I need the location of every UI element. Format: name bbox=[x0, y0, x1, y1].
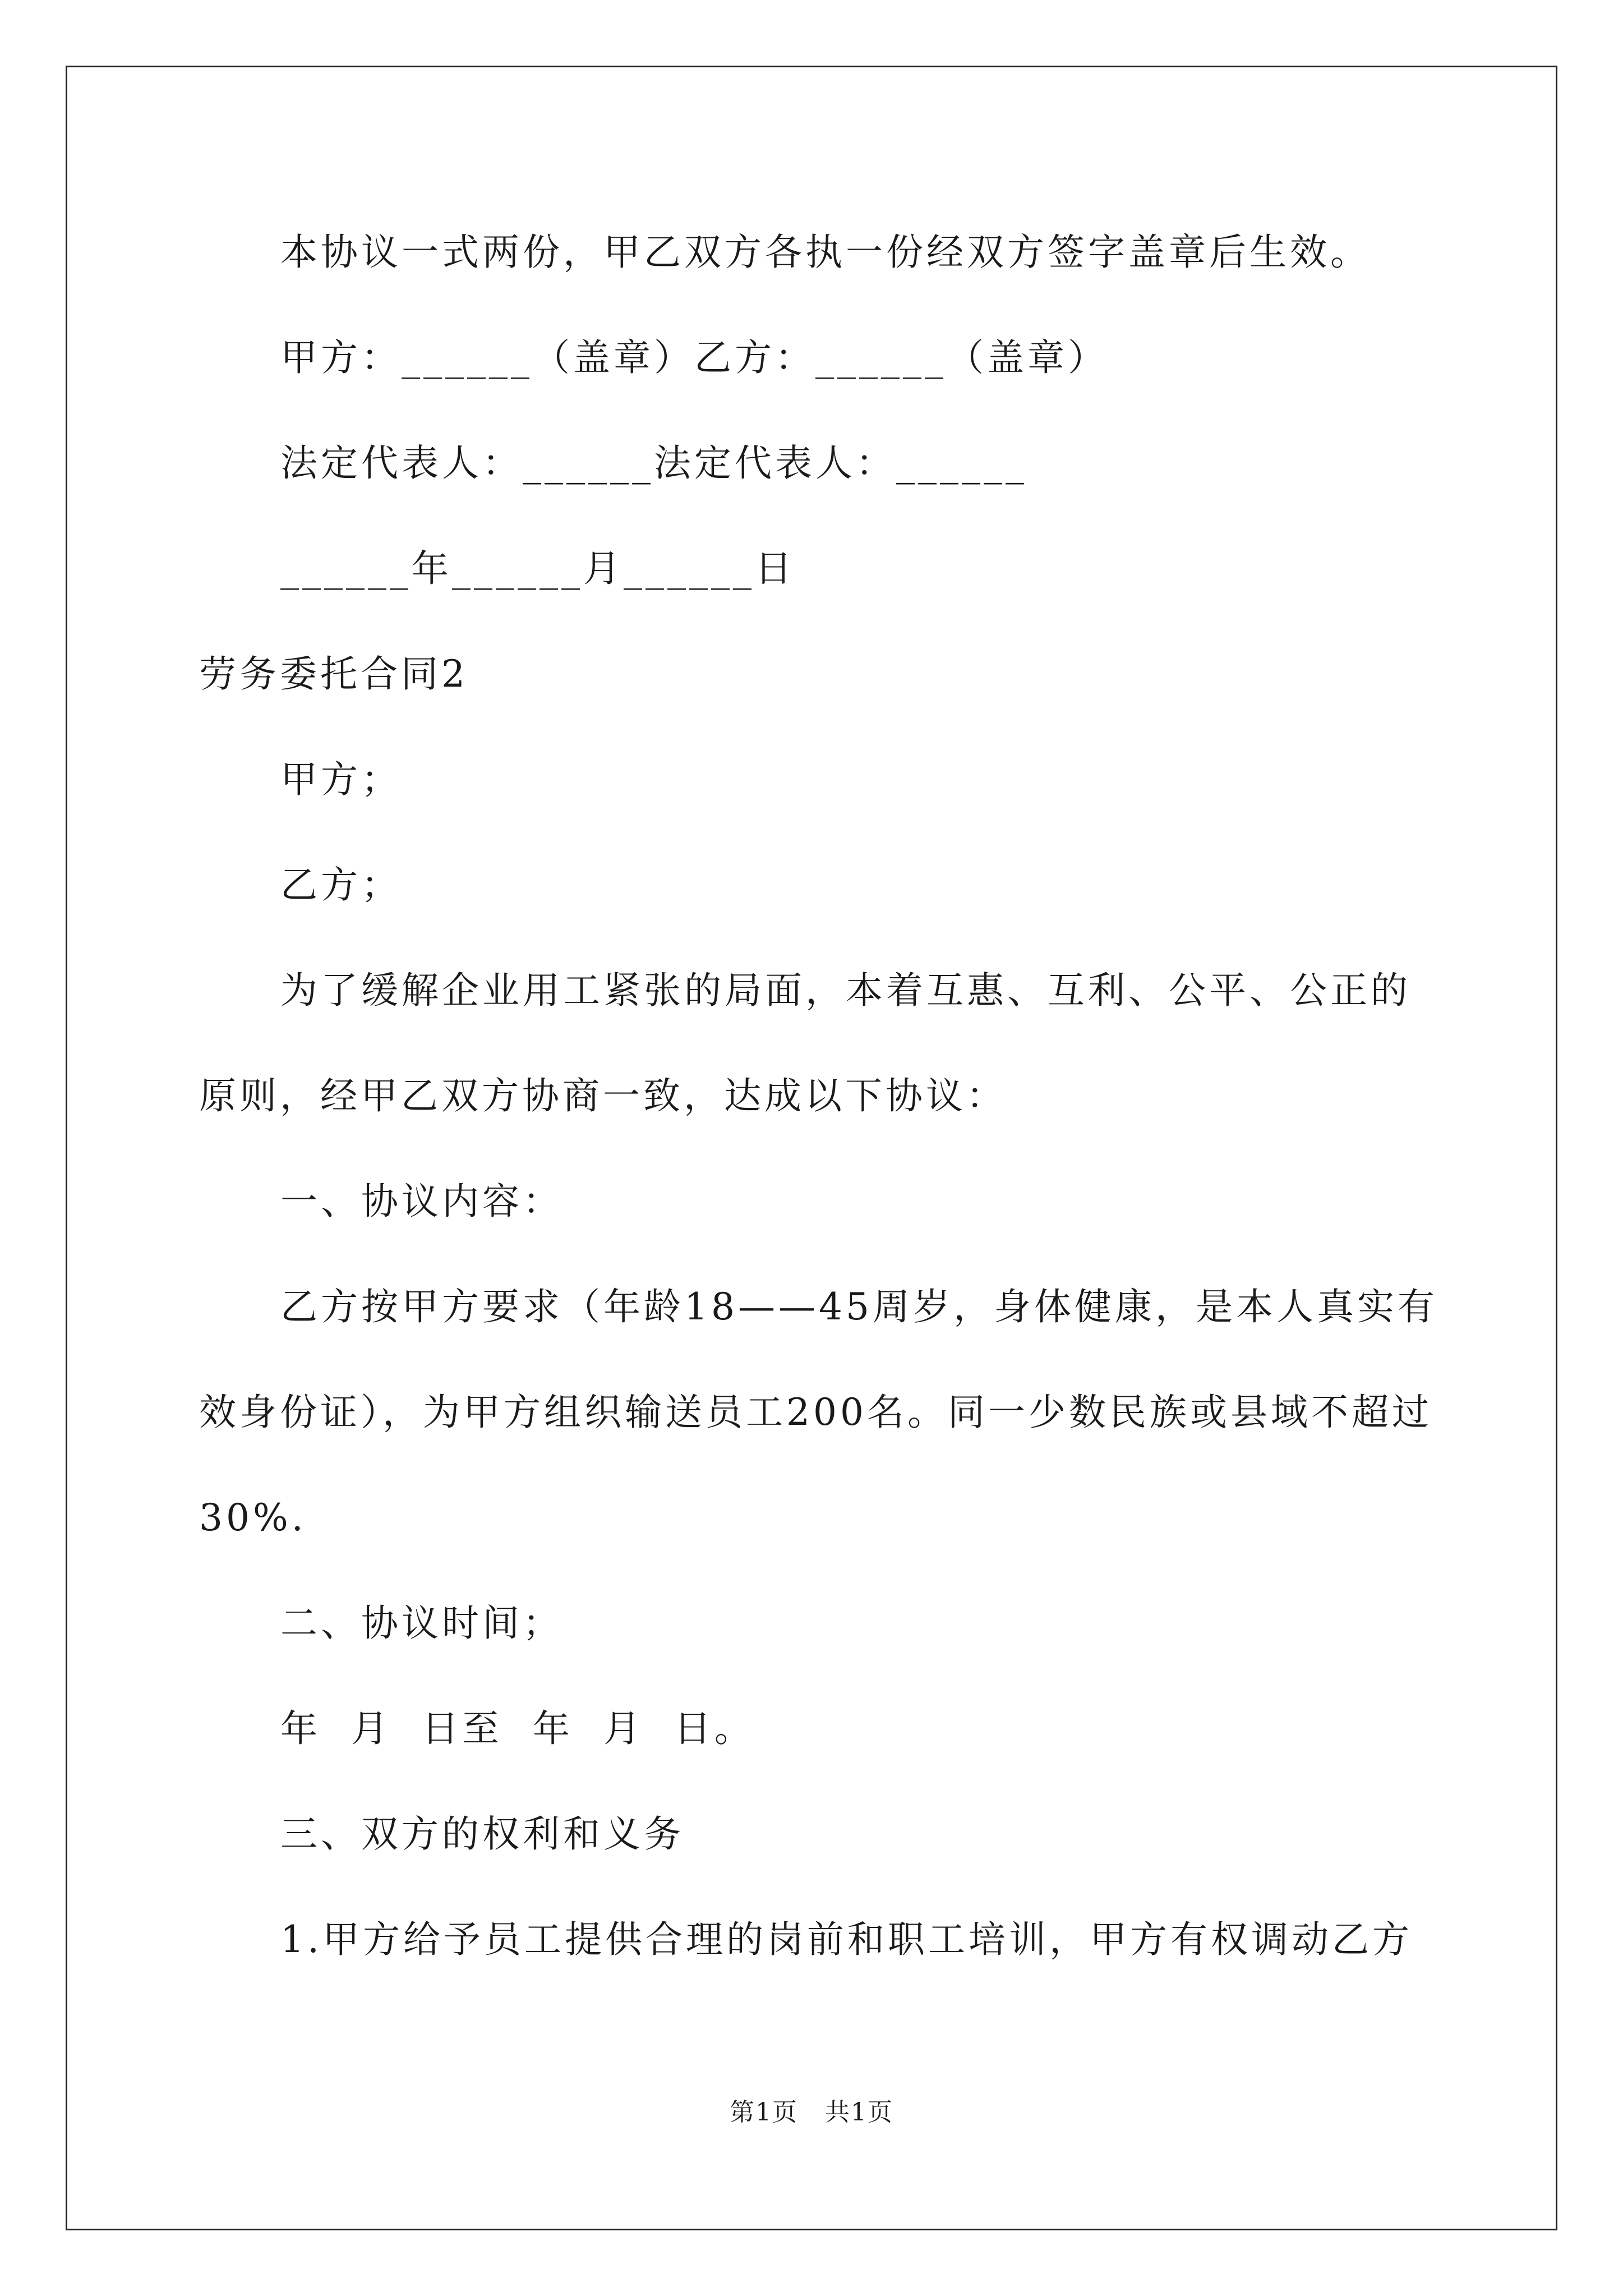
page-footer: 第1页 共1页 bbox=[730, 2098, 893, 2127]
agreement-period-line: 年 月 日至 年 月 日。 bbox=[280, 1707, 755, 1750]
preamble-line-1: 为了缓解企业用工紧张的局面，本着互惠、互利、公平、公正的 bbox=[280, 969, 1411, 1012]
legal-representative-line: 法定代表人：______法定代表人：______ bbox=[280, 441, 1027, 485]
contract-title: 劳务委托合同2 bbox=[199, 652, 468, 696]
section-1-text-line-1: 乙方按甲方要求（年龄18——45周岁，身体健康，是本人真实有 bbox=[280, 1285, 1438, 1328]
section-1-text-line-3: 30%. bbox=[199, 1496, 307, 1539]
page-border bbox=[66, 66, 1557, 2230]
closing-clause: 本协议一式两份，甲乙双方各执一份经双方签字盖章后生效。 bbox=[280, 231, 1371, 274]
section-1-heading: 一、协议内容： bbox=[280, 1180, 563, 1223]
party-a-label: 甲方； bbox=[280, 758, 402, 801]
section-1-text-line-2: 效身份证），为甲方组织输送员工200名。同一少数民族或县域不超过 bbox=[199, 1391, 1432, 1434]
section-3-item-1: 1.甲方给予员工提供合理的岗前和职工培训，甲方有权调动乙方 bbox=[280, 1918, 1413, 1961]
section-2-heading: 二、协议时间； bbox=[280, 1602, 563, 1645]
party-a-b-seal-line: 甲方：______（盖章）乙方：______（盖章） bbox=[280, 336, 1108, 379]
party-b-label: 乙方； bbox=[280, 863, 402, 907]
signing-date-line: ______年______月______日 bbox=[280, 547, 795, 590]
preamble-line-2: 原则，经甲乙双方协商一致，达成以下协议： bbox=[199, 1074, 1007, 1117]
section-3-heading: 三、双方的权利和义务 bbox=[280, 1812, 684, 1856]
